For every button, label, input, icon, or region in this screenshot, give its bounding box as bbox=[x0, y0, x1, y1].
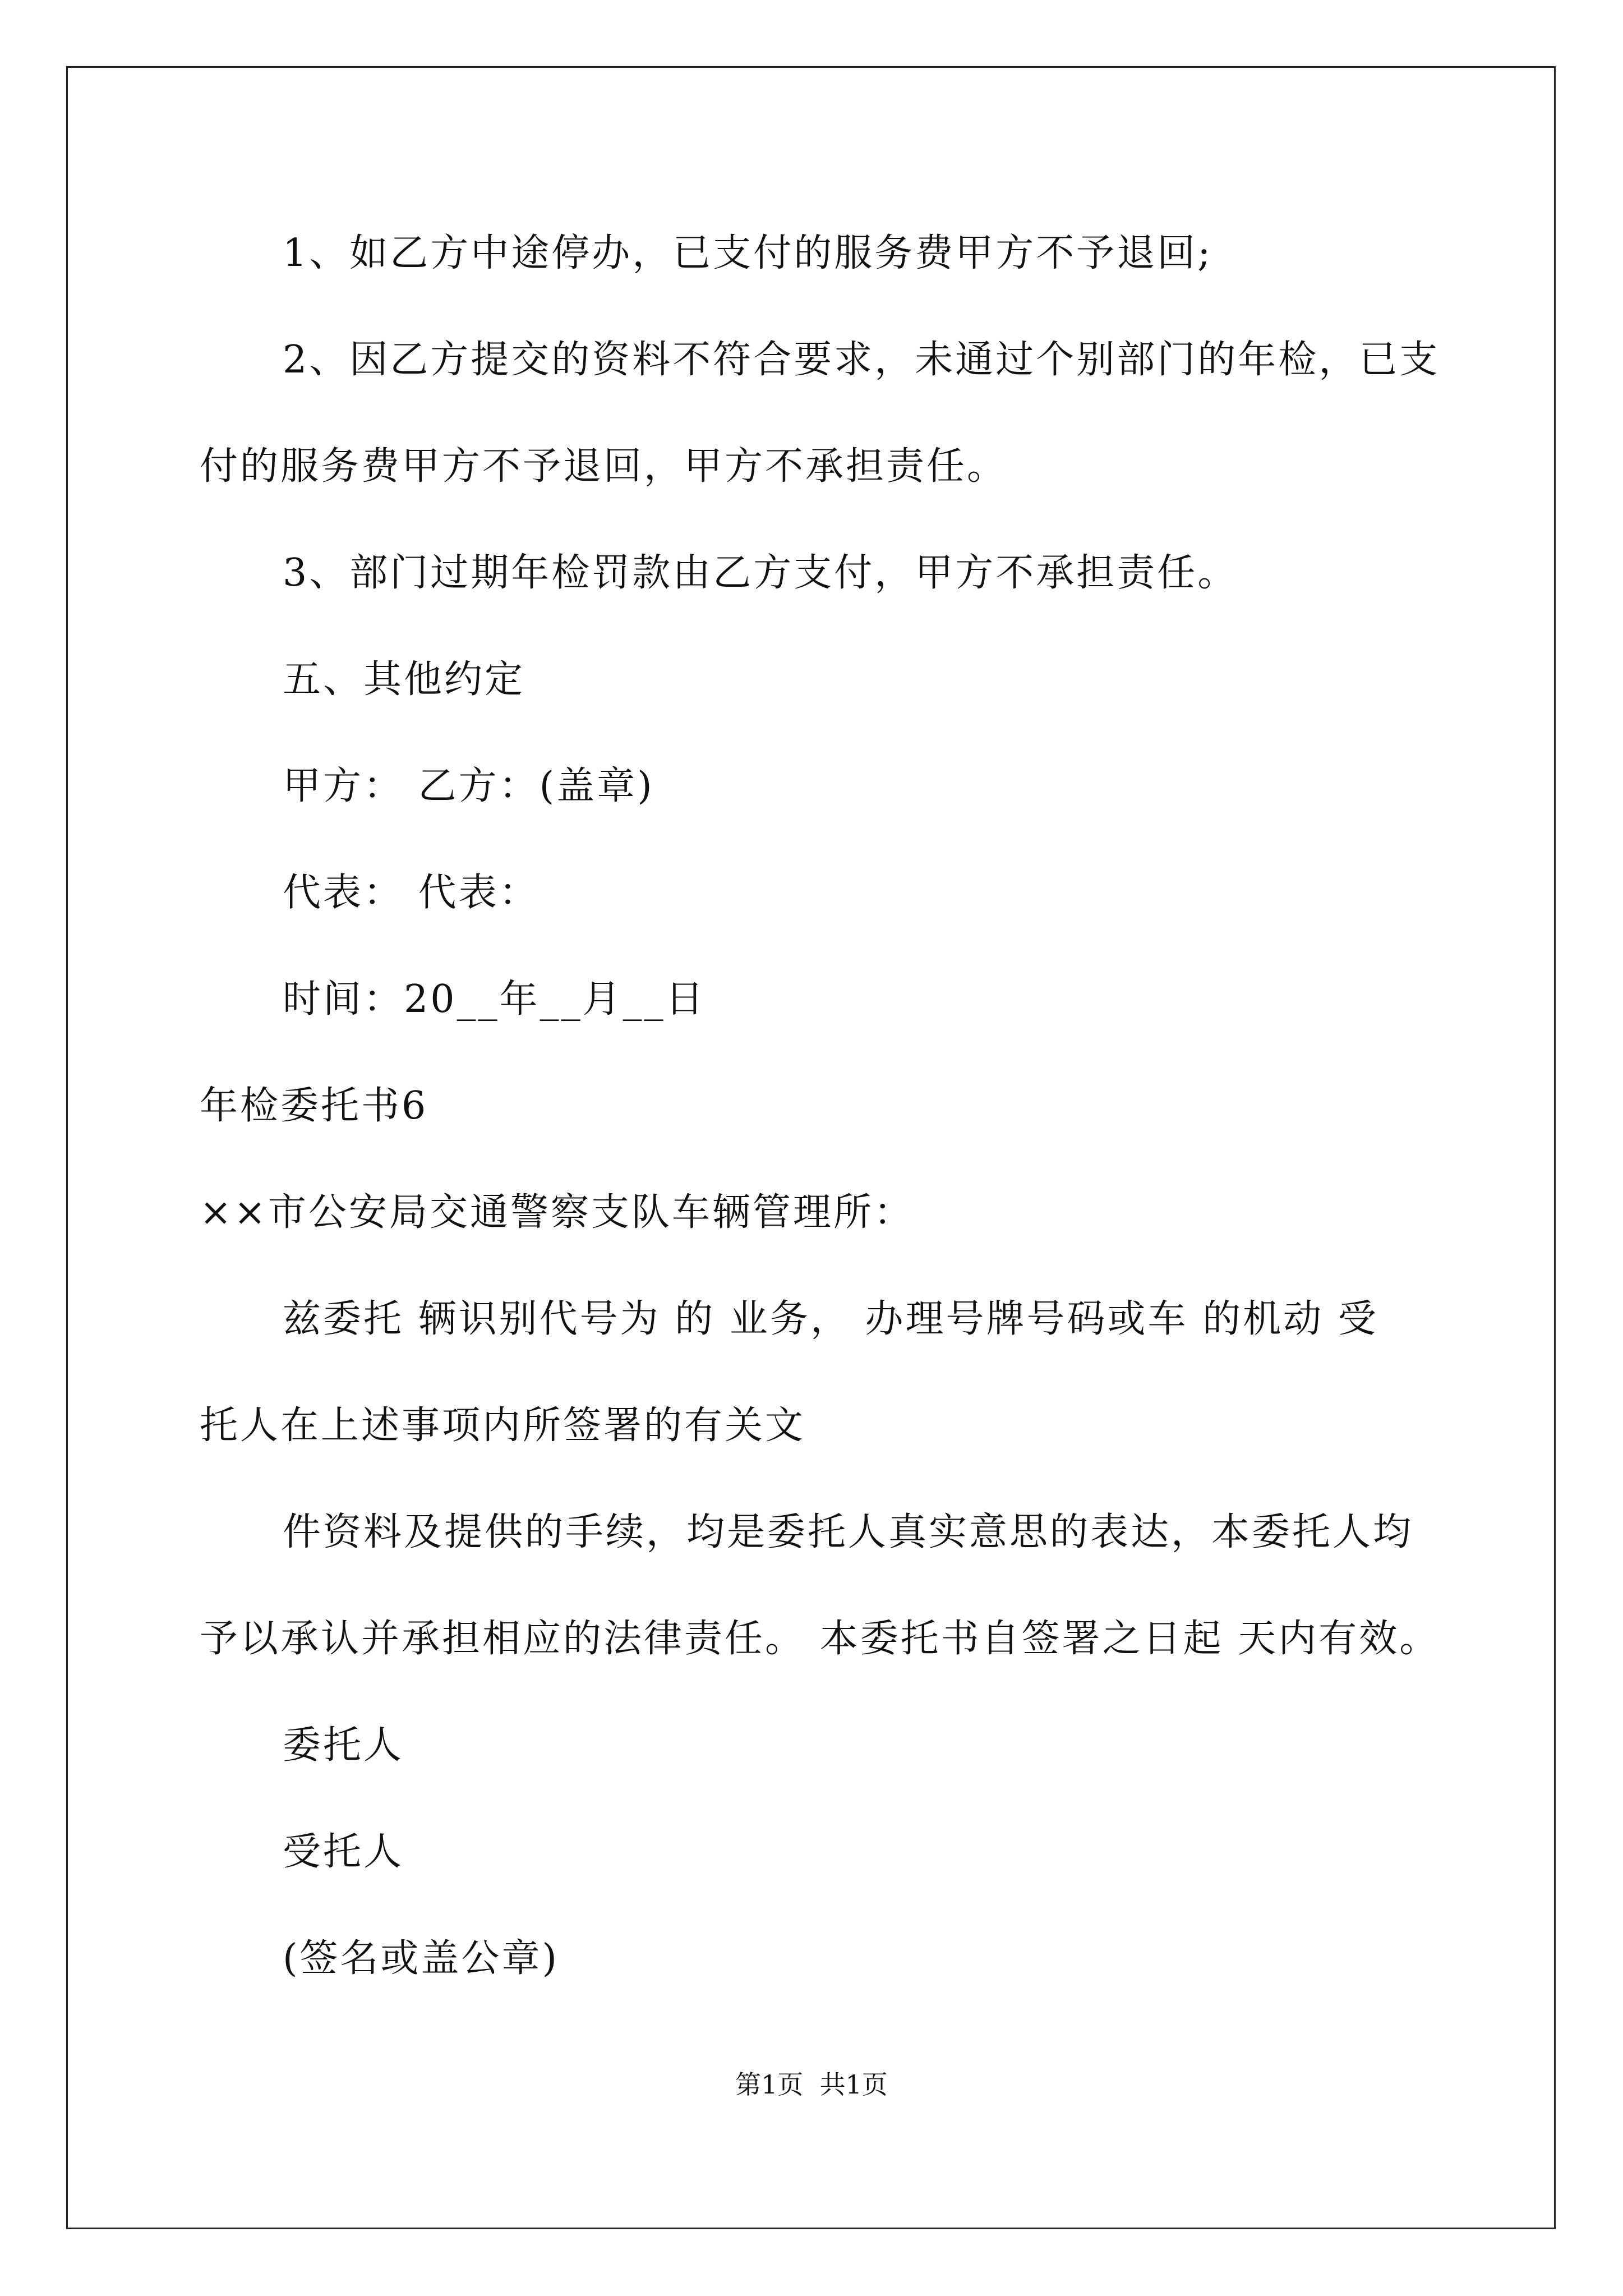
clause-2-line-1: 2、因乙方提交的资料不符合要求，未通过个别部门的年检，已支 bbox=[283, 338, 1440, 382]
principal-label: 委托人 bbox=[283, 1723, 404, 1768]
body-line-2: 托人在上述事项内所签署的有关文 bbox=[200, 1404, 806, 1448]
page-footer: 第1页 共1页 bbox=[735, 2069, 888, 2100]
clause-3: 3、部门过期年检罚款由乙方支付，甲方不承担责任。 bbox=[283, 551, 1238, 595]
agent-label: 受托人 bbox=[283, 1830, 404, 1874]
date-line: 时间：20__年__月__日 bbox=[283, 977, 706, 1022]
body-line-4: 予以承认并承担相应的法律责任。 本委托书自签署之日起 天内有效。 bbox=[200, 1617, 1440, 1661]
clause-1: 1、如乙方中途停办，已支付的服务费甲方不予退回; bbox=[283, 231, 1213, 275]
document-title: 年检委托书6 bbox=[200, 1084, 428, 1128]
body-line-1: 兹委托 辆识别代号为 的 业务， 办理号牌号码或车 的机动 受 bbox=[283, 1297, 1378, 1341]
recipient-line: ××市公安局交通警察支队车辆管理所： bbox=[200, 1190, 914, 1235]
signature-note: (签名或盖公章) bbox=[283, 1936, 560, 1981]
party-signatures: 甲方： 乙方：(盖章) bbox=[283, 764, 654, 808]
section-heading-other: 五、其他约定 bbox=[283, 657, 525, 702]
page-border bbox=[66, 66, 1556, 2229]
body-line-3: 件资料及提供的手续，均是委托人真实意思的表达，本委托人均 bbox=[283, 1510, 1414, 1554]
clause-2-line-2: 付的服务费甲方不予退回，甲方不承担责任。 bbox=[200, 444, 1008, 489]
representative-line: 代表： 代表： bbox=[283, 871, 540, 915]
